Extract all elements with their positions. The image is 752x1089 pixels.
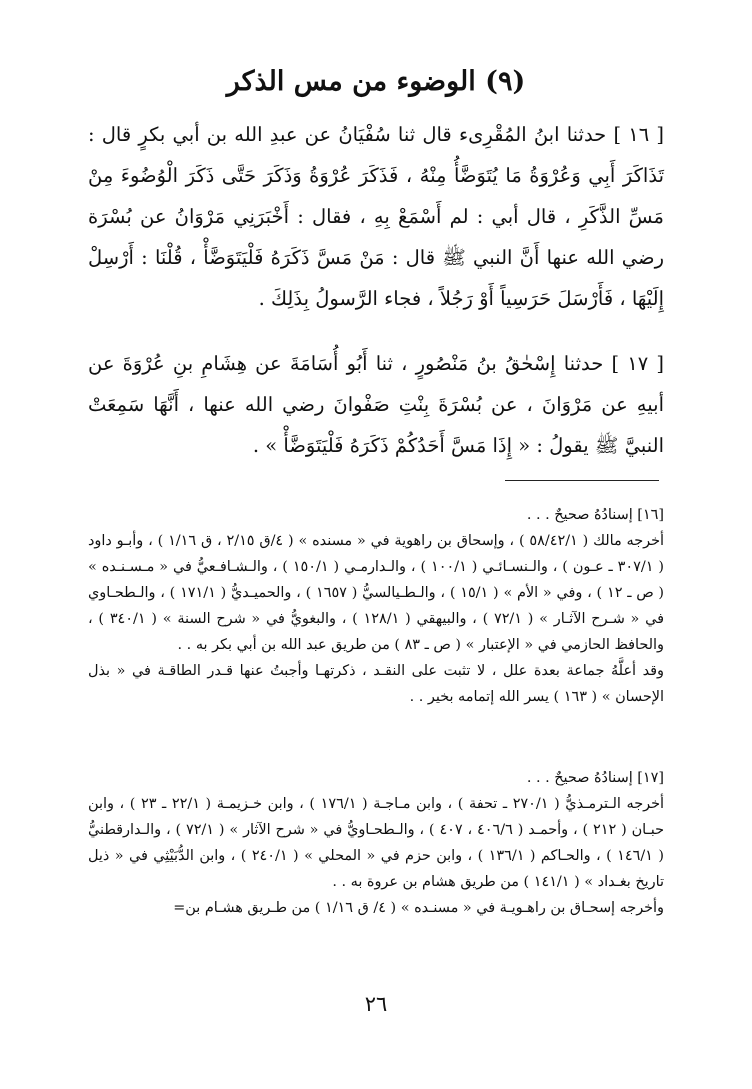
hadith-17 xyxy=(88,343,664,466)
footnote-17-paragraph-1: أخرجه الـترمـذيُّ ( ٢٧٠/١ ـ تحفة ) ، وابن مـاجـة ( ١٧٦/١ ) ، وابن خـزيمـة ( ٢٢/١ ـ ٢٣ ) ، وابن حبـان ( ٢١٢ ) ، وأحمـد ( ٤٠٦/٦ ، ٤٠٧ ) ، والـطحـاويُّ في « شرح الآثار » ( ٧٢/١ ) ، والـدارقطنيُّ ( ١٤٦/١ ) ، والحـاكم ( ١٣٦/١ ) ، وابن حزم في « المحلي » ( ٢٤٠/١ ) ، وابن الدُّبَيْثِي في « ذيل تاريخ بغـداد » ( ١٤١/١ ) من طريق هشام بن عروة به . . xyxy=(88,796,665,890)
footnote-17-paragraph-2: وأخرجه إسحـاق بن راهـويـة في « مسنـده » ( ٤/ ق ١/١٦ ) من طـريق هشـام بن= xyxy=(173,900,664,916)
footnote-16-paragraph-1: أخرجه مالك ( ٥٨/٤٢/١ ) ، وإسحاق بن راهوية في « مسنده » ( ٤/ق ٢/١٥ ، ق ١/١٦ ) ، وأبـو داود ( ٣٠٧/١ ـ عـون ) ، والـنسـائـي ( ١٠٠/١ ) ، والـدارمـي ( ١٥٠/١ ) ، والـشـافـعيُّ في « مـسـنـده » ( ص ـ ١٢ ) ، وفي « الأم » ( ١٥/١ ) ، والـطـيالسيُّ ( ١٦٥٧ ) ، والحميـديُّ ( ١٧١/١ ) ، والـطحـاوي في « شـرح الآثـار » ( ٧٢/١ ) ، والبيهقي ( ١٢٨/١ ) ، والبغويُّ في « شرح السنة » ( ٣٤٠/١ ) ، والحافظ الحازمي في « الإعتبار » ( ص ـ ٨٣ ) من طريق عبد الله بن أبي بكر به . . xyxy=(88,533,665,653)
footnote-separator xyxy=(505,480,659,481)
hadith-17-number: [ ١٧ ] xyxy=(611,352,665,375)
footnote-17 xyxy=(88,765,664,921)
hadith-16 xyxy=(88,114,664,319)
hadith-17-text: حدثنا إِسْحٰقُ بنُ مَنْصُورٍ ، ثنا أَبُو أُسَامَةَ عن هِشَامِ بنِ عُرْوَةَ عن أبيهِ عن مَرْوَانَ ، عن بُسْرَةَ بِنْتِ صَفْوانَ رضي الله عنها ، أَنَّهَا سَمِعَتْ النبيَّ ﷺ يقولُ : « إِذَا مَسَّ أَحَدُكُمْ ذَكَرَهُ فَلْيَتَوَضَّأْ » . xyxy=(88,352,664,457)
footnote-16 xyxy=(88,502,664,710)
page-number: ٢٦ xyxy=(364,992,388,1016)
hadith-16-text: حدثنا ابنُ المُقْرِىء قال ثنا سُفْيَانُ عن عبدِ الله بن أبي بكرٍ قال : تَذَاكَرَ أَبِي وَعُرْوَةُ مَا يُتَوَضَّأُ مِنْهُ ، فَذَكَرَ عُرْوَةُ وَذَكَرَ حَتَّى ذَكَرَ الْوُضُوءَ مِنْ مَسِّ الذَّكَرِ ، قال أبي : لم أَسْمَعْ بِهِ ، فقال : أَخْبَرَنِي مَرْوَانُ عن بُسْرَة رضي الله عنها أَنَّ النبي ﷺ قال : مَنْ مَسَّ ذَكَرَهُ فَلْيَتَوَضَّأْ ، قُلْنَا : أَرْسِلْ إِلَيْهَا ، فَأَرْسَلَ حَرَسِياً أَوْ رَجُلاً ، فجاء الرَّسولُ بِذَلِكَ . xyxy=(88,123,664,310)
chapter-title: (٩) الوضوء من مس الذكر xyxy=(226,66,526,97)
footnote-16-heading: [١٦] إسنادُهُ صحيحٌ . . . xyxy=(526,507,664,523)
footnote-16-paragraph-2: وقد أعلَّهُ جماعة بعدة علل ، لا تثبت على النقـد ، ذكرتهـا وأجبتُ عنها قـدر الطاقـة في « بذل الإحسان » ( ١٦٣ ) يسر الله إتمامه بخير . . xyxy=(88,663,664,705)
footnote-17-heading: [١٧] إسنادُهُ صحيحٌ . . . xyxy=(526,770,664,786)
hadith-16-number: [ ١٦ ] xyxy=(613,123,664,146)
